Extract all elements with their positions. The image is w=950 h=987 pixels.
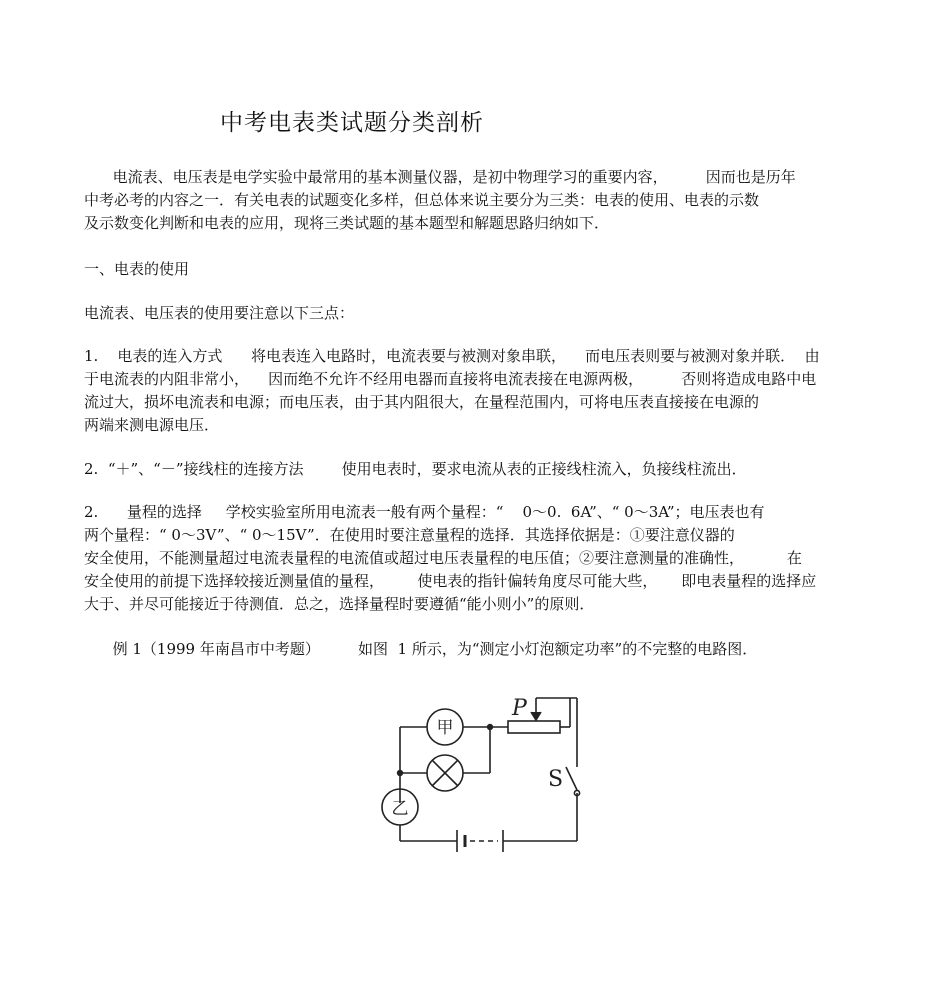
meter-yi-label: 乙 — [391, 799, 409, 819]
intro-line: 中考必考的内容之一．有关电表的试题变化多样，但总体来说主要分为三类：电表的使用、电表的示数 — [84, 191, 760, 209]
junction-dot — [487, 724, 493, 730]
section1-lead: 电流表、电压表的使用要注意以下三点： — [84, 304, 355, 322]
switch-blade — [566, 767, 577, 790]
point3-line: 安全使用的前提下选择较接近测量值的量程， 使电表的指针偏转角度尽可能大些， 即电表量程的选择应 — [84, 572, 817, 590]
meter-jia-label: 甲 — [436, 718, 454, 738]
switch-label: S — [548, 767, 564, 792]
circuit-diagram — [370, 690, 600, 865]
point3-line: 安全使用，不能测量超过电流表量程的电流值或超过电压表量程的电压值；②要注意测量的准确性， 在 — [84, 549, 802, 567]
point3-line: 两个量程：“ 0～3V”、“ 0～15V”．在使用时要注意量程的选择．其选择依据是：①要注意仪器的 — [84, 526, 735, 544]
intro-line: 电流表、电压表是电学实验中最常用的基本测量仪器，是初中物理学习的重要内容， 因而也是历年 — [84, 168, 796, 186]
section1-heading: 一、电表的使用 — [84, 260, 190, 278]
junction-dot — [397, 770, 403, 776]
point1-line: 于电流表的内阻非常小， 因而绝不允许不经用电器而直接将电流表接在电源两极， 否则将造成电路中电 — [84, 370, 817, 388]
point1-line: 流过大，损坏电流表和电源；而电压表，由于其内阻很大，在量程范围内，可将电压表直接接在电源的 — [84, 393, 760, 411]
slider-arrow-icon — [531, 712, 541, 720]
intro-line: 及示数变化判断和电表的应用，现将三类试题的基本题型和解题思路归纳如下． — [84, 214, 610, 232]
point1-paragraph — [84, 345, 884, 437]
point1-line: 1. 电表的连入方式 将电表连入电路时，电流表要与被测对象串联， 而电压表则要与被测对象并联． 由 — [84, 347, 820, 365]
point3-line: 大于、并尽可能接近于待测值．总之，选择量程时要遵循“能小则小”的原则． — [84, 595, 595, 613]
point2-paragraph: 2. “＋”、“－”接线柱的连接方法 使用电表时，要求电流从表的正接线柱流入，负接线柱流出． — [84, 460, 747, 478]
example1-text: 例 1（1999 年南昌市中考题） 如图 1 所示，为“测定小灯泡额定功率”的不完整的电路图． — [84, 640, 758, 658]
point3-paragraph — [84, 501, 884, 616]
point1-line: 两端来测电源电压． — [84, 416, 220, 434]
point3-line: 2. 量程的选择 学校实验室所用电流表一般有两个量程：“ 0～0. 6A”、“ 0～3A”；电压表也有 — [84, 503, 765, 521]
rheostat-icon — [508, 721, 560, 733]
intro-paragraph — [84, 166, 884, 235]
page-title: 中考电表类试题分类剖析 — [220, 110, 484, 136]
rheostat-label: P — [512, 696, 527, 721]
